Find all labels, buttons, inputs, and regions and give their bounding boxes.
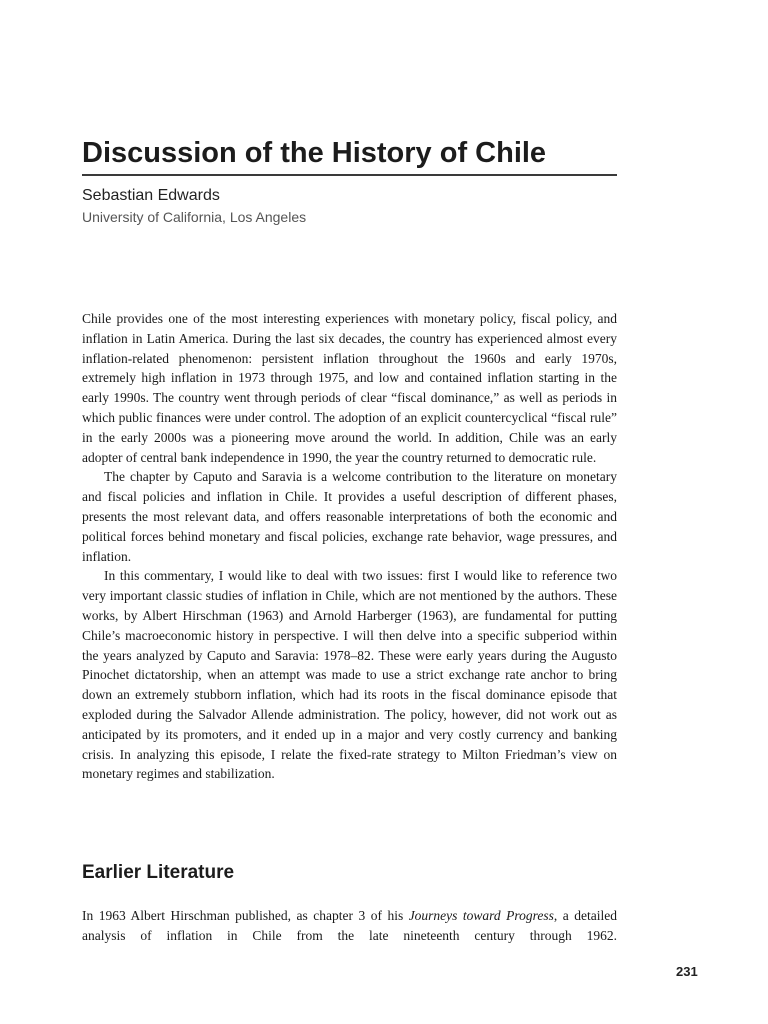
- paragraph: [82, 906, 617, 946]
- paragraph: Chile provides one of the most interesting experiences with monetary policy, fiscal policy, and inflation in Latin America. During the last six decades, the country has experienced almost every inflation-related phenomenon: persistent inflation throughout the 1960s and early 1970s, extremely high inflation in 1973 through 1975, and low and contained inflation starting in the early 1990s. The country went through periods of clear “fiscal dominance,” as well as periods in which public finances were under control. The adoption of an explicit countercyclical “fiscal rule” in the early 2000s was a pioneering move around the world. In addition, Chile was an early adopter of central bank independence in 1990, the year the country returned to democratic rule.: [82, 311, 617, 465]
- paragraph-text: , a detailed analysis of inflation in Chile from the late nineteenth century through 1962.: [82, 908, 617, 943]
- paragraph: In this commentary, I would like to deal with two issues: first I would like to reference two very important classic studies of inflation in Chile, which are not mentioned by the authors. These works, by Albert Hirschman (1963) and Arnold Harberger (1963), are fundamental for putting Chile’s macroeconomic history in perspective. I will then delve into a specific subperiod within the years analyzed by Caputo and Saravia: 1978–82. These were early years during the Augusto Pinochet dictatorship, when an attempt was made to use a strict exchange rate anchor to bring down an extremely stubborn inflation, which had its roots in the fiscal dominance episode that exploded during the Salvador Allende administration. The policy, however, did not work out as anticipated by its promoters, and it ended up in a major and very costly currency and banking crisis. In analyzing this episode, I relate the fixed-rate strategy to Milton Friedman’s view on monetary regimes and stabilization.: [82, 568, 617, 782]
- section-body: [82, 906, 617, 946]
- book-title: Journeys toward Progress: [408, 908, 554, 923]
- page-number: 231: [676, 964, 698, 979]
- author-affiliation: University of California, Los Angeles: [82, 209, 307, 225]
- title-rule: [82, 174, 617, 176]
- paragraph: The chapter by Caputo and Saravia is a welcome contribution to the literature on monetary and fiscal policies and inflation in Chile. It provides a useful description of different phases, presents the most relevant data, and offers reasonable interpretations of both the economic and political forces behind monetary and fiscal policies, exchange rate behavior, wage pressures, and inflation.: [82, 469, 617, 564]
- author-name: Sebastian Edwards: [82, 187, 220, 204]
- section-heading: Earlier Literature: [82, 862, 235, 883]
- paragraph-text: In 1963 Albert Hirschman published, as chapter 3 of his: [82, 908, 409, 923]
- page-title: Discussion of the History of Chile: [82, 137, 547, 169]
- body-text: [82, 309, 617, 784]
